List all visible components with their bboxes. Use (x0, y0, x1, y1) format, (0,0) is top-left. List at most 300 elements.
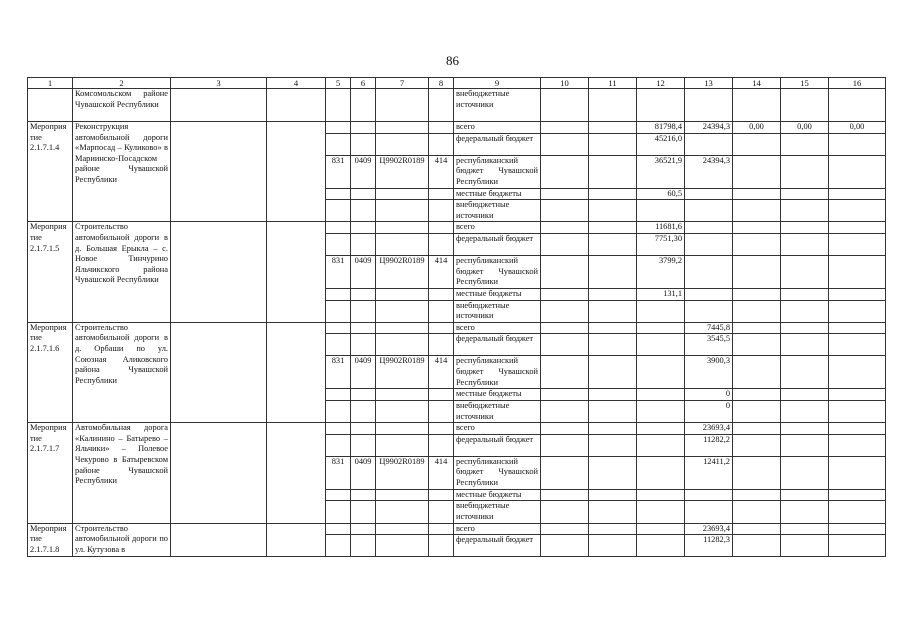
table-cell (351, 535, 376, 557)
amount-c16 (829, 288, 886, 300)
amount-c12 (637, 456, 685, 489)
table-cell (351, 222, 376, 234)
amount-c16: 0,00 (829, 122, 886, 134)
funding-source: местные бюджеты (454, 288, 541, 300)
table-cell (326, 535, 351, 557)
amount-c14 (733, 255, 781, 288)
amount-c12: 11681,6 (637, 222, 685, 234)
table-cell (589, 523, 637, 535)
funding-source: внебюджетные источники (454, 400, 541, 422)
table-cell (171, 122, 267, 222)
table-cell (541, 322, 589, 334)
table-cell (541, 89, 589, 122)
funding-source: всего (454, 523, 541, 535)
amount-c15 (781, 322, 829, 334)
table-cell (589, 122, 637, 134)
amount-c16 (829, 489, 886, 501)
amount-c15 (781, 288, 829, 300)
table-cell (429, 322, 454, 334)
section-code: 0409 (351, 155, 376, 188)
table-cell (171, 423, 267, 523)
table-cell (376, 322, 429, 334)
funding-source: всего (454, 122, 541, 134)
table-cell (781, 89, 829, 122)
amount-c13: 24394,3 (685, 122, 733, 134)
table-cell (376, 334, 429, 356)
amount-c13: 24394,3 (685, 155, 733, 188)
amount-c14 (733, 133, 781, 155)
table-cell (376, 535, 429, 557)
amount-c13: 3545,5 (685, 334, 733, 356)
amount-c14 (733, 356, 781, 389)
amount-c14 (733, 155, 781, 188)
table-cell (541, 222, 589, 234)
table-cell (267, 222, 326, 322)
amount-c15 (781, 200, 829, 222)
amount-c13: 23693,4 (685, 523, 733, 535)
amount-c16 (829, 434, 886, 456)
amount-c13 (685, 501, 733, 523)
amount-c14 (733, 288, 781, 300)
amount-c12: 36521,9 (637, 155, 685, 188)
amount-c13: 3900,3 (685, 356, 733, 389)
amount-c14 (733, 322, 781, 334)
table-row (28, 89, 886, 122)
amount-c13 (685, 255, 733, 288)
amount-c12 (637, 501, 685, 523)
table-cell (541, 188, 589, 200)
table-cell (429, 523, 454, 535)
funding-source: федеральный бюджет (454, 334, 541, 356)
table-cell (376, 200, 429, 222)
column-header: 13 (685, 78, 733, 89)
table-cell (541, 200, 589, 222)
table-cell (351, 288, 376, 300)
amount-c15 (781, 400, 829, 422)
grbs-code: 831 (326, 456, 351, 489)
table-cell (376, 434, 429, 456)
table-row (28, 122, 886, 134)
amount-c13: 12411,2 (685, 456, 733, 489)
funding-source: всего (454, 322, 541, 334)
amount-c15 (781, 456, 829, 489)
amount-c15 (781, 423, 829, 435)
column-header: 9 (454, 78, 541, 89)
amount-c12 (637, 389, 685, 401)
amount-c13 (685, 188, 733, 200)
table-cell (589, 288, 637, 300)
amount-c13: 11282,3 (685, 535, 733, 557)
amount-c16 (829, 255, 886, 288)
amount-c12: 7751,30 (637, 233, 685, 255)
funding-source: республиканский бюджет Чувашской Республики (454, 356, 541, 389)
measure-name: Строительство автомобильной дороги в д. Орбаши по ул. Союзная Аликовского района Чувашской Республики (73, 322, 171, 422)
table-cell (429, 300, 454, 322)
table-cell (28, 89, 73, 122)
column-header: 3 (171, 78, 267, 89)
amount-c12: 81798,4 (637, 122, 685, 134)
table-cell (541, 255, 589, 288)
funding-source: всего (454, 423, 541, 435)
amount-c14 (733, 188, 781, 200)
column-header: 5 (326, 78, 351, 89)
amount-c12: 60,5 (637, 188, 685, 200)
amount-c16 (829, 322, 886, 334)
table-cell (589, 322, 637, 334)
table-cell (351, 523, 376, 535)
table-cell (429, 188, 454, 200)
table-cell (376, 389, 429, 401)
funding-source: республиканский бюджет Чувашской Республики (454, 155, 541, 188)
table-cell (376, 222, 429, 234)
expense-type-code: 414 (429, 255, 454, 288)
column-header: 1 (28, 78, 73, 89)
column-header: 11 (589, 78, 637, 89)
table-cell (541, 233, 589, 255)
table-cell (541, 489, 589, 501)
table-cell (589, 222, 637, 234)
table-cell (351, 400, 376, 422)
amount-c16 (829, 188, 886, 200)
table-cell (429, 535, 454, 557)
table-cell (326, 222, 351, 234)
amount-c14 (733, 489, 781, 501)
table-cell (267, 122, 326, 222)
table-cell (589, 188, 637, 200)
table-cell (267, 523, 326, 557)
table-cell (376, 233, 429, 255)
table-cell (326, 89, 351, 122)
table-cell (685, 89, 733, 122)
funding-source: республиканский бюджет Чувашской Республики (454, 456, 541, 489)
table-cell (326, 489, 351, 501)
amount-c16 (829, 423, 886, 435)
table-cell (429, 389, 454, 401)
table-cell (541, 356, 589, 389)
measure-name: Строительство автомобильной дороги в д. Большая Ерыкла – с. Новое Тинчурино Яльчикского района Чувашской Республики (73, 222, 171, 322)
amount-c14 (733, 501, 781, 523)
amount-c15 (781, 356, 829, 389)
table-cell (541, 300, 589, 322)
measure-name: Комсомольском районе Чувашской Республики (73, 89, 171, 122)
measure-id: Мероприятие 2.1.7.1.7 (28, 423, 73, 523)
amount-c14 (733, 389, 781, 401)
table-cell (541, 423, 589, 435)
target-article-code: Ц9902R0189 (376, 356, 429, 389)
table-row (28, 322, 886, 334)
amount-c14 (733, 423, 781, 435)
table-cell (541, 523, 589, 535)
amount-c13: 23693,4 (685, 423, 733, 435)
amount-c15 (781, 300, 829, 322)
amount-c13 (685, 200, 733, 222)
table-cell (376, 188, 429, 200)
table-cell (589, 400, 637, 422)
table-cell (326, 389, 351, 401)
amount-c15 (781, 133, 829, 155)
amount-c16 (829, 200, 886, 222)
table-cell (326, 434, 351, 456)
target-article-code: Ц9902R0189 (376, 456, 429, 489)
funding-source: федеральный бюджет (454, 133, 541, 155)
funding-source: местные бюджеты (454, 389, 541, 401)
measure-id: Мероприятие 2.1.7.1.8 (28, 523, 73, 557)
table-cell (326, 288, 351, 300)
table-cell (376, 122, 429, 134)
column-header: 2 (73, 78, 171, 89)
table-cell (541, 288, 589, 300)
table-cell (351, 434, 376, 456)
funding-source: республиканский бюджет Чувашской Республики (454, 255, 541, 288)
amount-c13: 7445,8 (685, 322, 733, 334)
table-cell (351, 423, 376, 435)
table-cell (429, 501, 454, 523)
table-cell (541, 122, 589, 134)
amount-c16 (829, 456, 886, 489)
table-cell (326, 501, 351, 523)
amount-c15 (781, 255, 829, 288)
table-cell (429, 489, 454, 501)
amount-c15 (781, 222, 829, 234)
column-header: 6 (351, 78, 376, 89)
amount-c14 (733, 456, 781, 489)
amount-c12 (637, 334, 685, 356)
expense-type-code: 414 (429, 155, 454, 188)
amount-c12: 3799,2 (637, 255, 685, 288)
amount-c16 (829, 535, 886, 557)
table-cell (267, 89, 326, 122)
expense-type-code: 414 (429, 456, 454, 489)
table-cell (351, 322, 376, 334)
table-cell (589, 389, 637, 401)
table-cell (326, 200, 351, 222)
amount-c15 (781, 188, 829, 200)
table-cell (351, 389, 376, 401)
grbs-code: 831 (326, 356, 351, 389)
amount-c16 (829, 501, 886, 523)
amount-c13 (685, 300, 733, 322)
amount-c16 (829, 356, 886, 389)
amount-c16 (829, 222, 886, 234)
table-cell (589, 501, 637, 523)
table-cell (589, 255, 637, 288)
table-cell (376, 501, 429, 523)
amount-c15 (781, 233, 829, 255)
amount-c16 (829, 334, 886, 356)
amount-c15 (781, 334, 829, 356)
table-cell (171, 222, 267, 322)
column-header: 8 (429, 78, 454, 89)
table-cell (326, 300, 351, 322)
amount-c13: 11282,2 (685, 434, 733, 456)
table-cell (376, 400, 429, 422)
table-cell (541, 389, 589, 401)
funding-source: местные бюджеты (454, 188, 541, 200)
budget-table (27, 77, 886, 557)
table-cell (541, 456, 589, 489)
table-cell (429, 288, 454, 300)
expense-type-code: 414 (429, 356, 454, 389)
grbs-code: 831 (326, 155, 351, 188)
amount-c12 (637, 300, 685, 322)
amount-c15 (781, 434, 829, 456)
table-cell (351, 122, 376, 134)
table-cell (589, 535, 637, 557)
funding-source: федеральный бюджет (454, 535, 541, 557)
amount-c12 (637, 434, 685, 456)
funding-source: местные бюджеты (454, 489, 541, 501)
table-cell (429, 400, 454, 422)
amount-c14 (733, 233, 781, 255)
table-cell (589, 423, 637, 435)
section-code: 0409 (351, 456, 376, 489)
table-cell (326, 523, 351, 535)
target-article-code: Ц9902R0189 (376, 255, 429, 288)
page-number: 86 (446, 53, 459, 68)
amount-c12 (637, 489, 685, 501)
table-row (28, 523, 886, 535)
table-cell (589, 89, 637, 122)
table-cell (429, 89, 454, 122)
amount-c14 (733, 434, 781, 456)
column-header: 4 (267, 78, 326, 89)
amount-c15 (781, 523, 829, 535)
funding-source: федеральный бюджет (454, 434, 541, 456)
funding-source: внебюджетные источники (454, 200, 541, 222)
section-code: 0409 (351, 356, 376, 389)
amount-c13 (685, 288, 733, 300)
amount-c14 (733, 222, 781, 234)
amount-c13 (685, 489, 733, 501)
table-cell (351, 233, 376, 255)
funding-source: всего (454, 222, 541, 234)
table-cell (326, 122, 351, 134)
table-cell (429, 200, 454, 222)
funding-source: федеральный бюджет (454, 233, 541, 255)
amount-c12 (637, 523, 685, 535)
table-cell (326, 233, 351, 255)
table-cell (351, 188, 376, 200)
amount-c16 (829, 300, 886, 322)
table-cell (429, 233, 454, 255)
funding-source: внебюджетные источники (454, 501, 541, 523)
amount-c14 (733, 535, 781, 557)
amount-c13: 0 (685, 400, 733, 422)
amount-c14 (733, 300, 781, 322)
target-article-code: Ц9902R0189 (376, 155, 429, 188)
table-cell (589, 155, 637, 188)
table-cell (589, 133, 637, 155)
column-header: 10 (541, 78, 589, 89)
table-row (28, 222, 886, 234)
table-cell (376, 423, 429, 435)
measure-id: Мероприятие 2.1.7.1.4 (28, 122, 73, 222)
column-header: 7 (376, 78, 429, 89)
amount-c15 (781, 501, 829, 523)
table-cell (351, 89, 376, 122)
table-cell (326, 334, 351, 356)
table-cell (541, 400, 589, 422)
table-cell (351, 200, 376, 222)
table-cell (589, 356, 637, 389)
amount-c16 (829, 523, 886, 535)
amount-c16 (829, 133, 886, 155)
table-cell (376, 489, 429, 501)
funding-source: внебюджетные источники (454, 300, 541, 322)
amount-c15: 0,00 (781, 122, 829, 134)
column-header: 16 (829, 78, 886, 89)
amount-c15 (781, 155, 829, 188)
amount-c16 (829, 389, 886, 401)
table-cell (541, 133, 589, 155)
table-cell (351, 489, 376, 501)
table-cell (541, 535, 589, 557)
amount-c13 (685, 233, 733, 255)
table-cell (589, 300, 637, 322)
table-cell (541, 334, 589, 356)
table-cell (376, 133, 429, 155)
table-cell (429, 423, 454, 435)
table-cell (637, 89, 685, 122)
section-code: 0409 (351, 255, 376, 288)
amount-c15 (781, 389, 829, 401)
table-cell (541, 155, 589, 188)
amount-c15 (781, 535, 829, 557)
amount-c14 (733, 334, 781, 356)
table-cell (589, 489, 637, 501)
table-cell (733, 89, 781, 122)
amount-c12 (637, 322, 685, 334)
amount-c12 (637, 200, 685, 222)
table-cell (326, 322, 351, 334)
table-cell (326, 423, 351, 435)
table-cell (376, 89, 429, 122)
table-cell (376, 300, 429, 322)
table-cell (589, 456, 637, 489)
table-cell (429, 222, 454, 234)
table-cell (589, 434, 637, 456)
table-cell (171, 322, 267, 422)
table-cell (589, 200, 637, 222)
amount-c13 (685, 222, 733, 234)
table-cell (171, 89, 267, 122)
table-row (28, 423, 886, 435)
table-cell (351, 133, 376, 155)
amount-c12 (637, 535, 685, 557)
funding-source: внебюджетные источники (454, 89, 541, 122)
measure-id: Мероприятие 2.1.7.1.6 (28, 322, 73, 422)
amount-c14: 0,00 (733, 122, 781, 134)
table-cell (351, 501, 376, 523)
column-header: 12 (637, 78, 685, 89)
table-cell (326, 133, 351, 155)
table-cell (326, 188, 351, 200)
table-cell (267, 423, 326, 523)
amount-c12: 45216,0 (637, 133, 685, 155)
table-cell (326, 400, 351, 422)
table-cell (589, 334, 637, 356)
table-cell (351, 300, 376, 322)
table-cell (541, 501, 589, 523)
table-cell (429, 334, 454, 356)
table-cell (829, 89, 886, 122)
measure-name: Автомобильная дорога «Калинино – Батырево – Яльчики» – Полевое Чекурово в Батыревском районе Чувашской Республики (73, 423, 171, 523)
amount-c16 (829, 233, 886, 255)
table-cell (541, 434, 589, 456)
table-cell (267, 322, 326, 422)
amount-c13 (685, 133, 733, 155)
measure-name: Реконструкция автомобильной дороги «Марпосад – Куликово» в Мариинско-Посадском районе Чувашской Республики (73, 122, 171, 222)
